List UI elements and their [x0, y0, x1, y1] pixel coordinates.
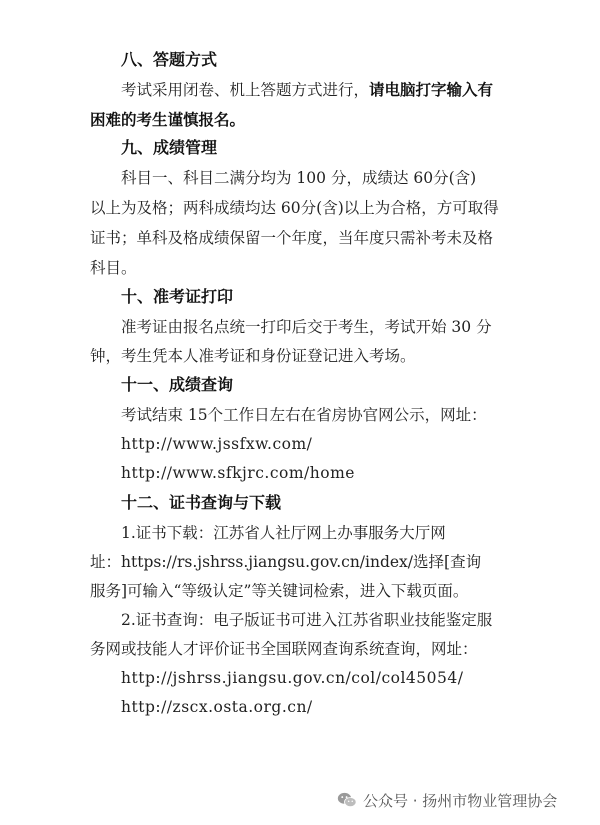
- paragraph-line: 科目一、科目二满分均为 100 分，成绩达 60分(含): [121, 169, 477, 187]
- paragraph-line: 务网或技能人才评价证书全国联网查询系统查询，网址：: [90, 640, 478, 658]
- section-heading: 十一、成绩查询: [121, 375, 234, 394]
- paragraph-line: 服务]可输入“等级认定”等关键词检索，进入下载页面。: [90, 582, 469, 600]
- paragraph-line: 2.证书查询：电子版证书可进入江苏省职业技能鉴定服: [121, 611, 493, 629]
- wechat-icon: [337, 791, 357, 809]
- paragraph-line: 钟，考生凭本人准考证和身份证登记进入考场。: [90, 347, 416, 365]
- paragraph-line: [121, 80, 493, 100]
- url-link[interactable]: http://zscx.osta.org.cn/: [121, 698, 313, 716]
- paragraph-line: 址：https://rs.jshrss.jiangsu.gov.cn/index/选择[查询: [90, 553, 482, 571]
- paragraph-text: 考试采用闭卷、机上答题方式进行，: [121, 81, 370, 99]
- url-link[interactable]: http://jshrss.jiangsu.gov.cn/col/col45054/: [121, 669, 464, 687]
- wechat-footer: [337, 788, 557, 812]
- paragraph-line: 1.证书下载：江苏省人社厅网上办事服务大厅网: [121, 524, 446, 542]
- paragraph-line: 证书；单科及格成绩保留一个年度，当年度只需补考未及格: [90, 229, 494, 247]
- section-heading: 十二、证书查询与下载: [121, 493, 282, 512]
- paragraph-line: 准考证由报名点统一打印后交于考生，考试开始 30 分: [121, 318, 492, 336]
- paragraph-line: 科目。: [90, 259, 137, 277]
- bold-notice-text: 请电脑打字输入有: [369, 81, 494, 99]
- section-heading: 十、准考证打印: [121, 287, 234, 306]
- paragraph-line: 以上为及格；两科成绩均达 60分(含)以上为合格，方可取得: [90, 199, 499, 217]
- url-link[interactable]: http://www.sfkjrc.com/home: [121, 464, 355, 482]
- url-link[interactable]: http://www.jssfxw.com/: [121, 435, 313, 453]
- bold-notice-text: 困难的考生谨慎报名。: [90, 111, 246, 129]
- section-heading: 九、成绩管理: [121, 138, 218, 157]
- section-heading: 八、答题方式: [121, 50, 218, 69]
- paragraph-line: 考试结束 15个工作日左右在省房协官网公示，网址：: [121, 406, 487, 424]
- footer-source-text: 公众号 · 扬州市物业管理协会: [363, 791, 558, 810]
